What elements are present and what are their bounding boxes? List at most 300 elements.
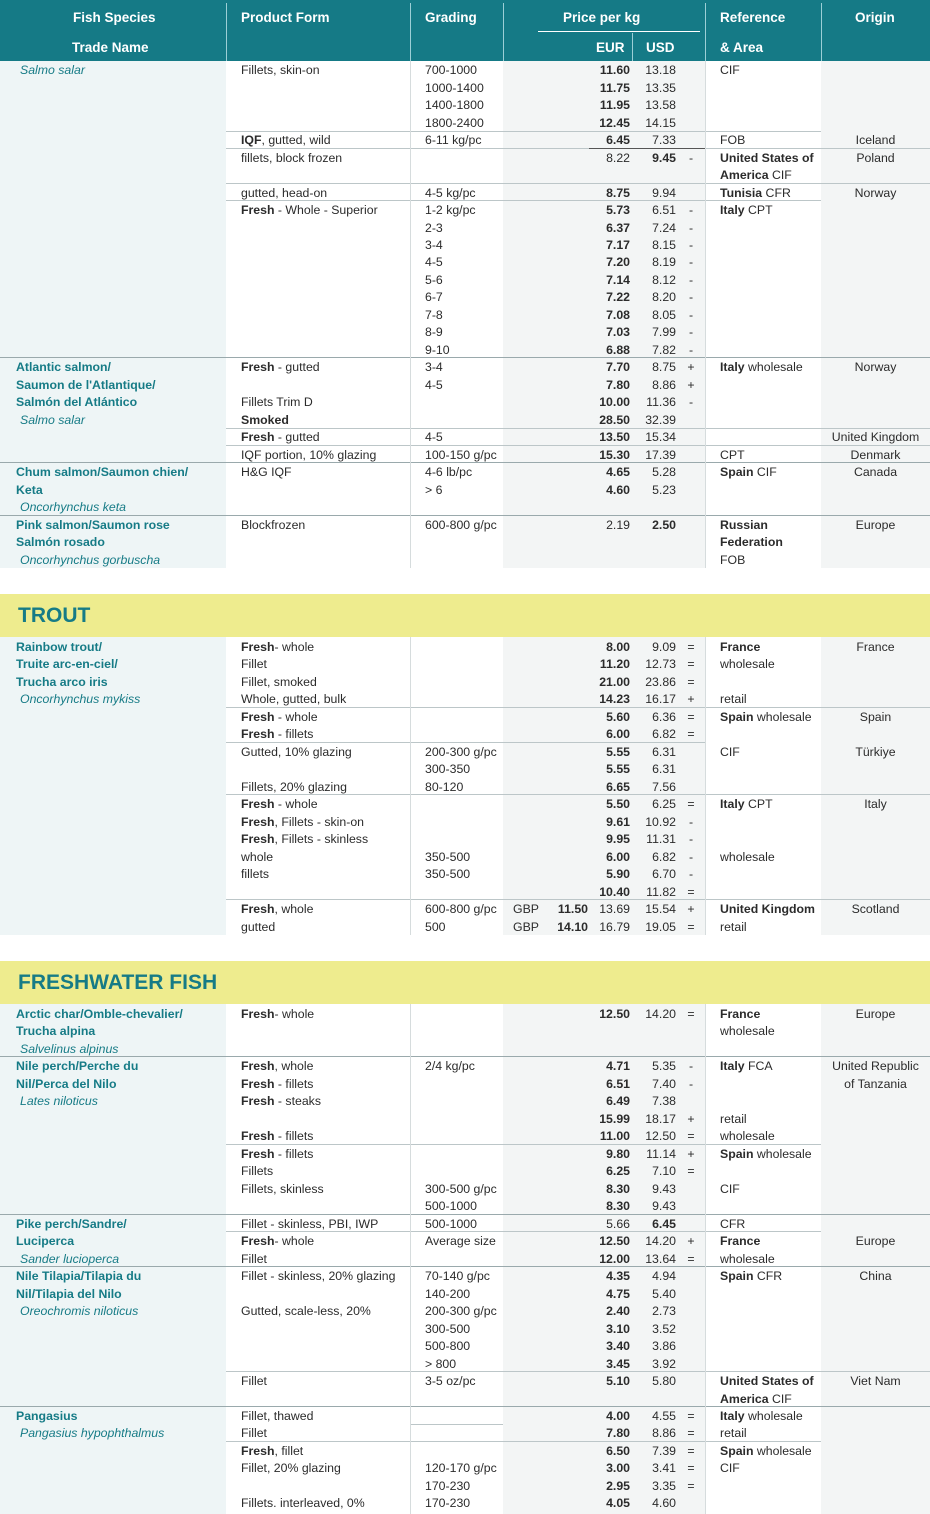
- reference-text: CIF: [768, 1392, 792, 1406]
- reference-text: wholesale: [753, 1444, 812, 1458]
- eur-price: 8.22: [606, 151, 630, 165]
- grading: 1-2 kg/pc: [425, 203, 476, 217]
- grading: 1400-1800: [425, 98, 484, 112]
- eur-price: 7.20: [606, 255, 630, 269]
- species-trade-name: Saumon de l'Atlantique/: [16, 378, 156, 392]
- usd-price: 15.54: [645, 902, 676, 916]
- reference-area: [720, 553, 745, 567]
- trend-indicator: =: [687, 1164, 695, 1178]
- eur-price: 5.73: [606, 203, 630, 217]
- product-form: [241, 797, 318, 811]
- eur-price: 6.25: [606, 1164, 630, 1178]
- trend-indicator: =: [687, 1252, 695, 1266]
- grading: 9-10: [425, 343, 450, 357]
- reference-area: [720, 692, 747, 706]
- product-form-bold: Fresh: [241, 203, 275, 217]
- eur-price: 4.71: [606, 1059, 630, 1073]
- product-form-text: Fillet: [241, 657, 267, 671]
- product-form-bold: Fresh: [241, 815, 275, 829]
- usd-price: 13.35: [645, 81, 676, 95]
- species-trade-name: Pike perch/Sandre/: [16, 1217, 127, 1231]
- origin: Denmark: [850, 448, 901, 462]
- eur-price: 14.23: [599, 692, 630, 706]
- gbp-price: 11.50: [557, 902, 588, 916]
- eur-price: 4.05: [606, 1496, 630, 1510]
- trend-indicator: +: [687, 378, 695, 392]
- eur-price: 6.00: [606, 850, 630, 864]
- reference-area: [720, 1059, 773, 1073]
- header-origin: Origin: [855, 10, 895, 25]
- species-trade-name: Chum salmon/Saumon chien/: [16, 465, 189, 479]
- product-form-bold: Fresh: [241, 640, 275, 654]
- grading: 1000-1400: [425, 81, 484, 95]
- group-divider: [0, 1406, 930, 1407]
- grading: 600-800 g/pc: [425, 902, 497, 916]
- product-form: [241, 1077, 313, 1091]
- header-divider: [410, 3, 411, 61]
- reference-text: CPT: [744, 203, 773, 217]
- trend-indicator: -: [688, 343, 694, 357]
- species-trade-name: Rainbow trout/: [16, 640, 103, 654]
- product-form: [241, 1182, 324, 1196]
- usd-price: 13.18: [645, 63, 676, 77]
- product-form: [241, 745, 352, 759]
- product-form-text: - whole: [274, 797, 318, 811]
- product-form-text: Fillets, skinless: [241, 1182, 324, 1196]
- eur-price: 7.22: [606, 290, 630, 304]
- origin: Spain: [859, 710, 892, 724]
- product-form-bold: Fresh: [241, 797, 275, 811]
- scientific-name: Oncorhynchus keta: [20, 500, 126, 514]
- reference-area: [720, 1444, 812, 1458]
- product-form: [241, 675, 317, 689]
- eur-price: 2.19: [606, 518, 630, 532]
- eur-price: 2.40: [606, 1304, 630, 1318]
- eur-price: 4.35: [606, 1269, 630, 1283]
- reference-text: wholesale: [720, 1024, 775, 1038]
- product-form-text: Fillet, 20% glazing: [241, 1461, 341, 1475]
- product-form-text: , fillet: [274, 1444, 304, 1458]
- usd-price: 8.05: [652, 308, 676, 322]
- eur-price: 12.45: [599, 116, 630, 130]
- eur-price: 5.55: [606, 745, 630, 759]
- usd-price: 23.86: [645, 675, 676, 689]
- eur-price: 16.79: [599, 920, 630, 934]
- product-form-text: - fillets: [274, 1077, 314, 1091]
- trend-indicator: +: [687, 1147, 695, 1161]
- scientific-name: Pangasius hypophthalmus: [20, 1426, 165, 1440]
- usd-price: 5.35: [652, 1059, 676, 1073]
- reference-area: [720, 535, 783, 549]
- eur-price: 3.10: [606, 1322, 630, 1336]
- eur-price: 11.60: [599, 63, 630, 77]
- product-form-text: Fillet: [241, 1374, 267, 1388]
- eur-price: 8.30: [606, 1199, 630, 1213]
- product-form-text: Whole, gutted, bulk: [241, 692, 347, 706]
- reference-area: [720, 186, 791, 200]
- grading: 350-500: [425, 850, 471, 864]
- grading: > 800: [425, 1357, 457, 1371]
- usd-price: 11.82: [646, 885, 676, 899]
- product-form: [241, 1496, 365, 1510]
- eur-price: 15.99: [599, 1112, 630, 1126]
- product-form: [241, 1426, 267, 1440]
- reference-text: wholesale: [744, 1409, 803, 1423]
- product-form-text: Fillet - skinless, PBI, IWP: [241, 1217, 379, 1231]
- grading: 2/4 kg/pc: [425, 1059, 475, 1073]
- reference-text: CPT: [744, 797, 773, 811]
- reference-text: retail: [720, 1426, 747, 1440]
- species-trade-name: Pink salmon/Saumon rose: [16, 518, 170, 532]
- row-divider: [226, 1144, 821, 1145]
- product-form: [241, 1094, 321, 1108]
- grading: 350-500: [425, 867, 471, 881]
- product-form: [241, 640, 314, 654]
- group-divider: [0, 462, 930, 463]
- usd-price: 8.86: [652, 378, 676, 392]
- product-form-bold: Fresh: [241, 1059, 275, 1073]
- grading: Average size: [425, 1234, 496, 1248]
- trend-indicator: =: [687, 1129, 695, 1143]
- grading: 170-230: [425, 1479, 471, 1493]
- reference-area: [720, 1426, 747, 1440]
- trend-indicator: +: [687, 692, 695, 706]
- reference-text: FOB: [720, 133, 746, 147]
- usd-price: 9.09: [652, 640, 676, 654]
- grading: 700-1000: [425, 63, 477, 77]
- grading: 4-6 lb/pc: [425, 465, 473, 479]
- usd-price: 14.15: [645, 116, 676, 130]
- species-trade-name: Nil/Perca del Nilo: [16, 1077, 117, 1091]
- product-form: [241, 1147, 313, 1161]
- product-form-bold: Fresh: [241, 1444, 275, 1458]
- product-form: [241, 133, 331, 147]
- eur-price: 3.45: [606, 1357, 630, 1371]
- usd-price: 7.82: [652, 343, 676, 357]
- row-divider: [226, 1441, 821, 1442]
- eur-price: 7.17: [606, 238, 630, 252]
- usd-price: 5.28: [652, 465, 676, 479]
- grading: 500: [425, 920, 446, 934]
- product-form-text: Fillet: [241, 1252, 267, 1266]
- reference-area: [720, 1112, 747, 1126]
- product-form: [241, 692, 346, 706]
- product-form-bold: Fresh: [241, 832, 275, 846]
- column-divider: [705, 61, 706, 568]
- usd-price: 6.25: [652, 797, 676, 811]
- reference-area: [720, 1024, 775, 1038]
- product-form-text: whole: [241, 850, 274, 864]
- usd-price: 6.70: [652, 867, 676, 881]
- product-form: [241, 780, 347, 794]
- product-form-text: - whole: [274, 640, 315, 654]
- reference-text: retail: [720, 920, 747, 934]
- product-form: [241, 203, 378, 217]
- row-divider: [226, 1371, 930, 1372]
- product-form-text: - gutted: [274, 430, 320, 444]
- product-form: [241, 518, 305, 532]
- usd-price: 5.23: [652, 483, 676, 497]
- trend-indicator: =: [687, 885, 695, 899]
- usd-price: 11.31: [646, 832, 676, 846]
- usd-price: 6.82: [652, 727, 676, 741]
- usd-price: 17.39: [645, 448, 676, 462]
- reference-area: [720, 133, 745, 147]
- trend-indicator: =: [687, 675, 695, 689]
- product-form: [241, 902, 313, 916]
- reference-area: [720, 797, 773, 811]
- species-trade-name: Pangasius: [16, 1409, 78, 1423]
- product-form-text: Fillet: [241, 1426, 267, 1440]
- usd-price: 11.36: [646, 395, 676, 409]
- header-area: & Area: [720, 40, 764, 55]
- reference-area: [720, 1409, 803, 1423]
- trend-indicator: -: [688, 832, 694, 846]
- origin-column-bg: [821, 637, 930, 935]
- usd-price: 3.52: [652, 1322, 676, 1336]
- trend-indicator: =: [687, 1409, 695, 1423]
- scientific-name: Lates niloticus: [20, 1094, 98, 1108]
- row-divider: [226, 183, 930, 184]
- origin: Canada: [853, 465, 898, 479]
- product-form-text: fillets: [241, 867, 270, 881]
- product-form-text: H&G IQF: [241, 465, 292, 479]
- currency-code: GBP: [513, 902, 539, 916]
- eur-price: 7.80: [606, 378, 630, 392]
- eur-price: 11.20: [599, 657, 630, 671]
- trend-indicator: +: [687, 1234, 695, 1248]
- eur-price: 12.00: [599, 1252, 630, 1266]
- reference-area: [720, 151, 814, 165]
- section-title-freshwater: FRESHWATER FISH: [18, 971, 218, 994]
- scientific-name: Salvelinus alpinus: [20, 1042, 119, 1056]
- usd-price: 7.56: [652, 780, 676, 794]
- row-divider: [226, 200, 821, 201]
- origin: of Tanzania: [844, 1077, 907, 1091]
- reference-bold: Spain: [720, 1444, 754, 1458]
- reference-text: wholesale: [753, 1147, 812, 1161]
- eur-price: 6.49: [606, 1094, 630, 1108]
- grading: 4-5: [425, 255, 443, 269]
- reference-bold: Federation: [720, 535, 783, 549]
- usd-price: 19.05: [645, 920, 676, 934]
- trend-indicator: =: [687, 657, 695, 671]
- eur-price: 2.95: [606, 1479, 630, 1493]
- eur-price: 8.30: [606, 1182, 630, 1196]
- header-species: Fish Species: [73, 10, 156, 25]
- trend-indicator: -: [688, 1077, 694, 1091]
- reference-text: CFR: [762, 186, 791, 200]
- grading: 5-6: [425, 273, 443, 287]
- scientific-name: Oncorhynchus gorbuscha: [20, 553, 161, 567]
- product-form-text: Blockfrozen: [241, 518, 306, 532]
- trend-indicator: +: [687, 902, 695, 916]
- eur-price: 6.65: [606, 780, 630, 794]
- product-form-bold: Smoked: [241, 413, 289, 427]
- product-form: [241, 1164, 273, 1178]
- reference-text: CIF: [768, 168, 792, 182]
- usd-price: 9.43: [652, 1182, 676, 1196]
- product-form: [241, 1234, 314, 1248]
- reference-bold: America: [720, 168, 769, 182]
- product-form: [241, 1217, 378, 1231]
- product-form-text: - fillets: [274, 1147, 314, 1161]
- reference-text: retail: [720, 1112, 747, 1126]
- product-form-text: - gutted: [274, 360, 320, 374]
- reference-text: CIF: [753, 465, 777, 479]
- eur-price: 6.51: [606, 1077, 630, 1091]
- column-divider: [705, 1004, 706, 1514]
- product-form: [241, 850, 273, 864]
- section-band-freshwater: [0, 961, 930, 1004]
- grading: 120-170 g/pc: [425, 1461, 497, 1475]
- grading: 3-4: [425, 238, 443, 252]
- eur-price: 4.60: [606, 483, 630, 497]
- grading: 140-200: [425, 1287, 471, 1301]
- eur-price: 28.50: [599, 413, 630, 427]
- product-form-bold: Fresh: [241, 727, 275, 741]
- product-form-text: - whole: [274, 1234, 315, 1248]
- product-form: [241, 1444, 303, 1458]
- reference-bold: France: [720, 1007, 761, 1021]
- grading: 600-800 g/pc: [425, 518, 497, 532]
- row-divider: [226, 707, 930, 708]
- eur-price: 15.30: [599, 448, 630, 462]
- product-form: [241, 186, 327, 200]
- grading: 300-500: [425, 1322, 471, 1336]
- reference-bold: Tunisia: [720, 186, 763, 200]
- grading: 300-350: [425, 762, 471, 776]
- grading: 500-1000: [425, 1217, 477, 1231]
- reference-text: FCA: [744, 1059, 773, 1073]
- origin: Europe: [855, 518, 896, 532]
- eur-price: 7.80: [606, 1426, 630, 1440]
- reference-bold: America: [720, 1392, 769, 1406]
- eur-price: 4.00: [606, 1409, 630, 1423]
- grading: 3-4: [425, 360, 443, 374]
- reference-bold: Spain: [720, 1269, 754, 1283]
- reference-area: [720, 360, 803, 374]
- product-form-bold: Fresh: [241, 430, 275, 444]
- reference-area: [720, 920, 747, 934]
- product-form: [241, 920, 275, 934]
- reference-text: CIF: [720, 1182, 740, 1196]
- usd-price: 15.34: [645, 430, 676, 444]
- usd-price: 7.24: [652, 221, 676, 235]
- usd-price: 8.86: [652, 1426, 676, 1440]
- trend-indicator: -: [688, 395, 694, 409]
- usd-price: 7.38: [652, 1094, 676, 1108]
- product-form-text: Gutted, scale-less, 20%: [241, 1304, 371, 1318]
- species-trade-name: Nil/Tilapia del Nilo: [16, 1287, 122, 1301]
- grading: 70-140 g/pc: [425, 1269, 490, 1283]
- reference-bold: Italy: [720, 360, 745, 374]
- grading: 200-300 g/pc: [425, 745, 497, 759]
- header-divider: [705, 3, 706, 61]
- usd-price: 10.92: [645, 815, 676, 829]
- reference-area: [720, 902, 815, 916]
- product-form: [241, 430, 320, 444]
- trend-indicator: -: [688, 867, 694, 881]
- trend-indicator: -: [688, 203, 694, 217]
- eur-price: 9.80: [606, 1147, 630, 1161]
- origin: China: [859, 1269, 892, 1283]
- trend-indicator: =: [687, 1444, 695, 1458]
- reference-area: [720, 1147, 812, 1161]
- eur-price: 21.00: [599, 675, 630, 689]
- price-underline: [589, 148, 705, 149]
- usd-price: 12.50: [645, 1129, 676, 1143]
- reference-bold: Spain: [720, 710, 754, 724]
- usd-price: 16.17: [645, 692, 676, 706]
- grading: 80-120: [425, 780, 464, 794]
- header-trade-name: Trade Name: [72, 40, 149, 55]
- origin: Türkiye: [855, 745, 896, 759]
- usd-price: 14.20: [645, 1007, 676, 1021]
- gbp-price: 14.10: [557, 920, 588, 934]
- usd-price: 6.31: [652, 762, 676, 776]
- trend-indicator: =: [687, 710, 695, 724]
- usd-price: 5.80: [652, 1374, 676, 1388]
- product-form-text: Fillets. interleaved, 0%: [241, 1496, 365, 1510]
- eur-price: 9.61: [606, 815, 630, 829]
- origin: Norway: [854, 186, 897, 200]
- usd-price: 8.19: [652, 255, 676, 269]
- product-form-text: fillets, block frozen: [241, 151, 343, 165]
- origin: Poland: [856, 151, 895, 165]
- trend-indicator: -: [688, 850, 694, 864]
- reference-area: [720, 1007, 760, 1021]
- product-form: [241, 867, 269, 881]
- species-trade-name: Salmón rosado: [16, 535, 105, 549]
- header-divider: [226, 3, 227, 61]
- product-form-text: - whole: [274, 1007, 315, 1021]
- usd-price: 8.75: [652, 360, 676, 374]
- row-divider: [226, 1231, 821, 1232]
- section-band-trout: [0, 594, 930, 637]
- reference-area: [720, 640, 760, 654]
- origin: United Republic: [832, 1059, 919, 1073]
- reference-area: [720, 1252, 775, 1266]
- trend-indicator: -: [688, 290, 694, 304]
- eur-price: 11.00: [599, 1129, 630, 1143]
- product-form: [241, 413, 289, 427]
- eur-price: 6.00: [606, 727, 630, 741]
- product-form-text: Fillets Trim D: [241, 395, 313, 409]
- product-form: [241, 395, 313, 409]
- header-divider: [632, 33, 633, 61]
- eur-price: 7.03: [606, 325, 630, 339]
- product-form-text: IQF portion, 10% glazing: [241, 448, 377, 462]
- origin: Europe: [855, 1234, 896, 1248]
- origin: Europe: [855, 1007, 896, 1021]
- reference-area: [720, 1374, 814, 1388]
- reference-text: FOB: [720, 553, 746, 567]
- eur-price: 13.50: [599, 430, 630, 444]
- usd-price: 13.64: [645, 1252, 676, 1266]
- group-divider: [0, 357, 930, 358]
- eur-price: 8.75: [606, 186, 630, 200]
- product-form-text: - whole: [274, 710, 318, 724]
- species-trade-name: Luciperca: [16, 1234, 75, 1248]
- origin: Norway: [854, 360, 897, 374]
- usd-price: 11.14: [646, 1147, 676, 1161]
- product-form: [241, 1129, 313, 1143]
- grading: 1800-2400: [425, 116, 484, 130]
- product-form-text: Fillets, skin-on: [241, 63, 320, 77]
- grading: 3-5 oz/pc: [425, 1374, 476, 1388]
- product-form: [241, 151, 342, 165]
